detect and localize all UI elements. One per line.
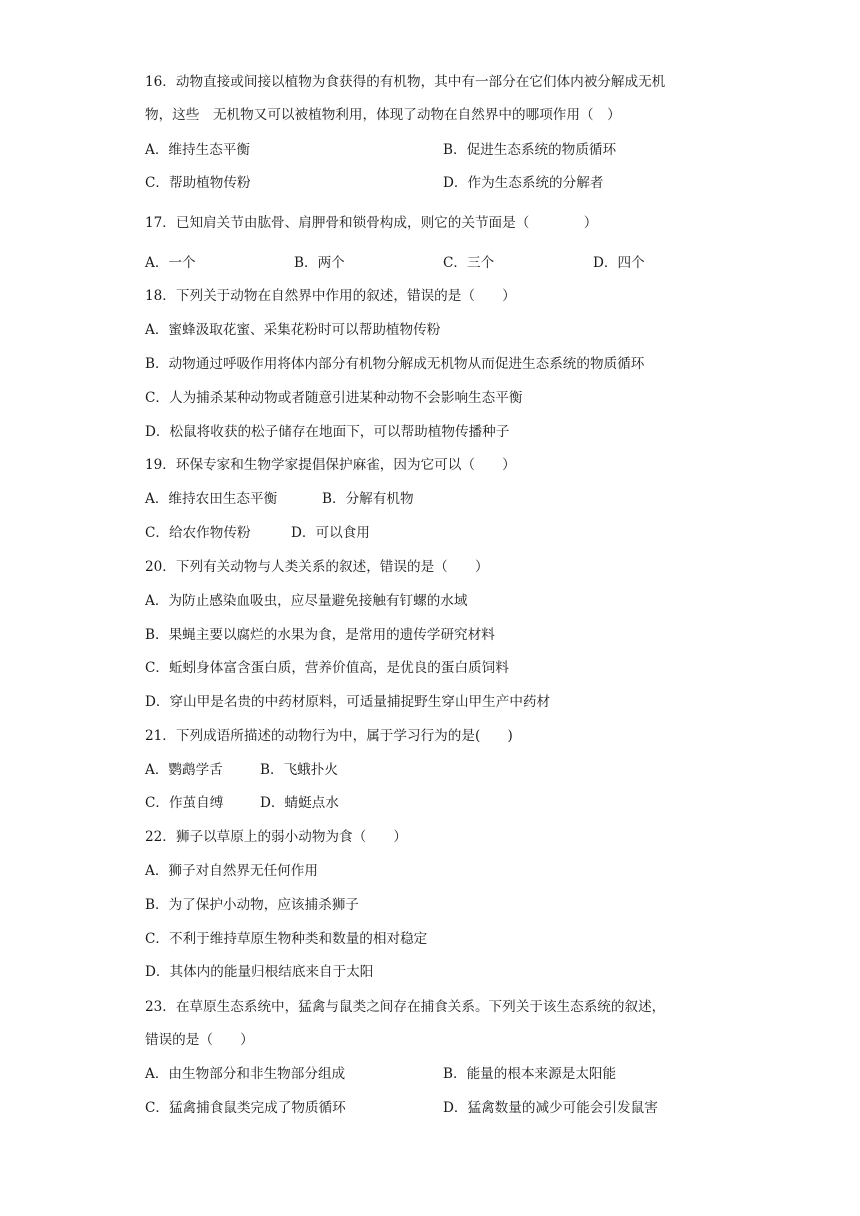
- option-d: D．猛禽数量的减少可能会引发鼠害: [443, 1100, 658, 1116]
- option-a: A．维持生态平衡: [145, 142, 250, 158]
- question-stem-line: 物，这些 无机物又可以被植物利用，体现了动物在自然界中的哪项作用（ ）: [145, 107, 621, 123]
- option-c: C．帮助植物传粉: [145, 175, 251, 191]
- question-stem-line: 16．动物直接或间接以植物为食获得的有机物，其中有一部分在它们体内被分解成无机: [145, 74, 666, 90]
- question-stem-line: 21．下列成语所描述的动物行为中，属于学习行为的是( ): [145, 728, 513, 744]
- option-c: C．蚯蚓身体富含蛋白质，营养价值高，是优良的蛋白质饲料: [145, 660, 509, 676]
- option-a: A．为防止感染血吸虫，应尽量避免接触有钉螺的水域: [145, 593, 468, 609]
- question-stem-line: 20．下列有关动物与人类关系的叙述，错误的是（ ）: [145, 559, 489, 575]
- option-b: B．分解有机物: [322, 491, 414, 507]
- option-c: C．给农作物传粉: [145, 525, 251, 541]
- option-b: B．动物通过呼吸作用将体内部分有机物分解成无机物从而促进生态系统的物质循环: [145, 356, 645, 372]
- question-stem-line: 18．下列关于动物在自然界中作用的叙述，错误的是（ ）: [145, 288, 516, 304]
- option-b: B．两个: [294, 255, 345, 271]
- option-b: B．促进生态系统的物质循环: [443, 142, 617, 158]
- option-b: B．果蝇主要以腐烂的水果为食，是常用的遗传学研究材料: [145, 627, 495, 643]
- option-c: C．三个: [443, 255, 495, 271]
- option-c: C．作茧自缚: [145, 795, 224, 811]
- option-d: D．穿山甲是名贵的中药材原料，可适量捕捉野生穿山甲生产中药材: [145, 694, 551, 710]
- option-a: A．鹦鹉学舌: [145, 762, 223, 778]
- option-d: D．四个: [593, 255, 645, 271]
- question-stem-line: 22．狮子以草原上的弱小动物为食（ ）: [145, 829, 407, 845]
- option-b: B．为了保护小动物，应该捕杀狮子: [145, 897, 359, 913]
- option-b: B．能量的根本来源是太阳能: [443, 1066, 617, 1082]
- option-d: D．松鼠将收获的松子储存在地面下，可以帮助植物传播种子: [145, 424, 510, 440]
- option-d: D．可以食用: [291, 525, 370, 541]
- question-stem-line: 19．环保专家和生物学家提倡保护麻雀，因为它可以（ ）: [145, 457, 516, 473]
- option-d: D．其体内的能量归根结底来自于太阳: [145, 964, 374, 980]
- option-d: D．作为生态系统的分解者: [443, 175, 604, 191]
- question-stem-line: 错误的是（ ）: [145, 1032, 254, 1048]
- option-a: A．狮子对自然界无任何作用: [145, 863, 318, 879]
- option-a: A．蜜蜂汲取花蜜、采集花粉时可以帮助植物传粉: [145, 322, 441, 338]
- option-c: C．不利于维持草原生物种类和数量的相对稳定: [145, 931, 428, 947]
- question-stem-line: 23．在草原生态系统中，猛禽与鼠类之间存在捕食关系。下列关于该生态系统的叙述，: [145, 999, 666, 1015]
- question-stem-line: 17．已知肩关节由肱骨、肩胛骨和锁骨构成，则它的关节面是（ ）: [145, 215, 598, 231]
- option-d: D．蜻蜓点水: [260, 795, 339, 811]
- option-a: A．一个: [145, 255, 196, 271]
- option-b: B．飞蛾扑火: [260, 762, 338, 778]
- option-c: C．人为捕杀某种动物或者随意引进某种动物不会影响生态平衡: [145, 390, 523, 406]
- option-a: A．维持农田生态平衡: [145, 491, 278, 507]
- option-c: C．猛禽捕食鼠类完成了物质循环: [145, 1100, 346, 1116]
- option-a: A．由生物部分和非生物部分组成: [145, 1066, 346, 1082]
